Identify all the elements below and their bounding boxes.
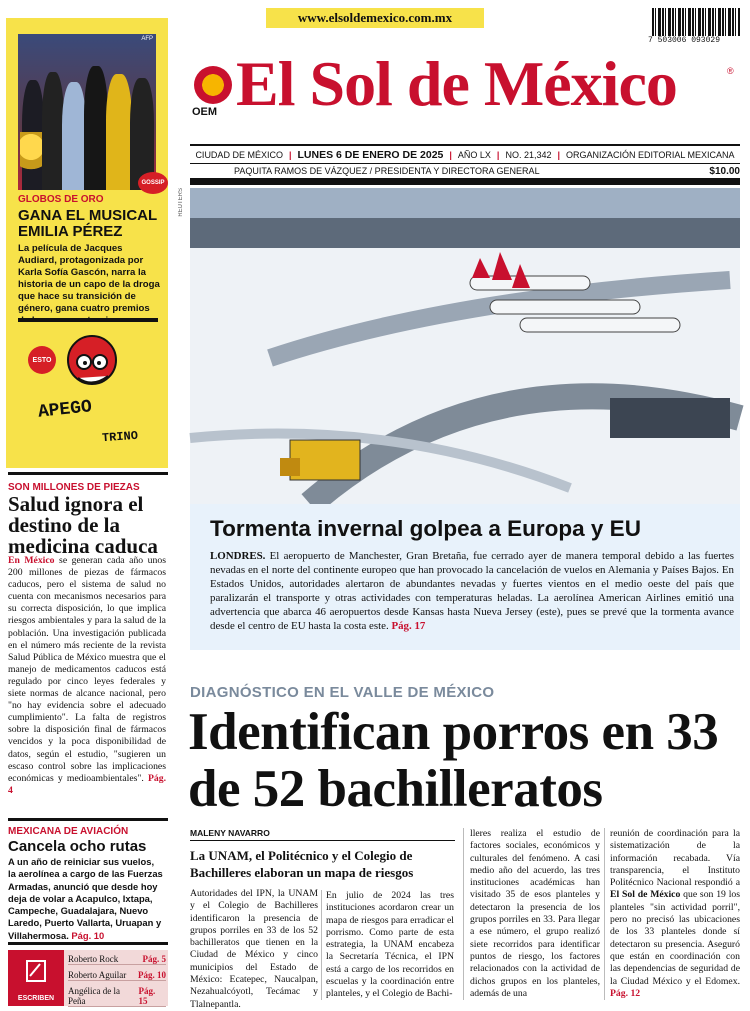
barcode-number: 7 503006 093029 [648,36,721,45]
salud-text: se generan cada año unos 200 millones de piezas de fármacos caducos, pero el sistema de salud no cuenta con mecanismos necesarios para su correcta disposición, lo que implica riesgos ambientales y para la salud de la población. Una investigación publicada en el número más reciente de la revista Salud Pública de México muestra que el manejo de medicamentos caducos está regulado por cinco leyes federales y siete normas de alcance nacional, pero "no hay evidencia sobre el adecuado cumplimiento". La falta de registros sobre la disposición final de fármacos vencidos y la poca disponibilidad de datos, según el estudio, "sugieren un escaso control sobre las implicaciones económicas y medioambientales". [8,555,166,784]
globos-headline[interactable]: GANA EL MUSICAL EMILIA PÉREZ [18,207,157,240]
globos-kicker: GLOBOS DE ORO [18,194,104,205]
globos-de-oro-box[interactable] [6,18,168,468]
golden-globe-trophy-icon [20,132,42,182]
aviacion-kicker: MEXICANA DE AVIACIÓN [8,826,129,837]
director-name: PAQUITA RAMOS DE VÁZQUEZ / PRESIDENTA Y DIRECTORA GENERAL [234,166,540,176]
salud-kicker: SON MILLONES DE PIEZAS [8,482,140,493]
escriben-label: ESCRIBEN [17,995,55,1002]
byline-rule [190,840,455,841]
main-col-4 [610,828,740,1000]
salud-body [8,555,166,797]
comic-artist: TRINO [101,428,139,446]
escriben-badge [8,950,64,1006]
website-url[interactable]: www.elsoldemexico.com.mx [266,8,484,28]
salud-lead: En México [8,555,55,566]
columnist-name: Angélica de la Peña [68,986,120,1006]
columnist-name: Roberto Aguilar [68,970,127,980]
divider [8,472,168,475]
main-col-3: lleres realiza el estudio de factores sociales, económicos y culturales del fenómeno. A casi medio año del acuerdo, las tres instituciones académicas han visitado 35 de esos planteles y detectaron la presencia de los grupos porriles en 33. Para llegar a ese número, el grupo realizó siete recorridos para identificar puntos de riesgo, los factores relacionados con la actividad de dichos grupos en los planteles, además de una [470,828,600,999]
barcode [652,8,740,36]
dateline-date: LUNES 6 DE ENERO DE 2025 [297,148,444,161]
salud-headline[interactable]: Salud ignora el destino de la medicina caduca [8,492,158,558]
comic-character-icon [58,330,128,396]
divider [8,942,168,945]
newspaper-title[interactable]: El Sol de México [236,48,677,119]
main-headline[interactable]: Identifican porros en 33 de 52 bachilleratos [188,703,719,818]
main-kicker: DIAGNÓSTICO EN EL VALLE DE MÉXICO [190,684,495,701]
dateline-org: ORGANIZACIÓN EDITORIAL MEXICANA [566,149,735,160]
salud-page-link[interactable]: Pág. 4 [8,772,167,796]
divider [8,818,168,821]
aviacion-page-link[interactable]: Pág. 10 [71,929,105,941]
column-rule [321,890,322,1000]
dateline-number: NO. 21,342 [505,149,552,160]
oem-sun-logo-icon [194,66,232,104]
columnist-row[interactable] [68,970,166,981]
escriben-box [8,950,168,1006]
globos-body: La película de Jacques Audiard, protagonizada por Karla Sofía Gascón, narra la historia de un capo de la droga que hace su transición de género, gana cuatro premios [18,243,160,314]
col4-text-c: que son 19 los planteles "sin actividad porril", pero no precisó las ubicaciones de los 33 planteles donde sí detectaron su presencia. Aseguró que están en coordinación con las dependencias de seguridad de la Ciudad México y el Edomex. [610,889,741,987]
column-rule [604,828,605,1000]
snow-airport-photo[interactable] [190,188,740,504]
storm-lead: LONDRES. [210,550,266,562]
price: $10.00 [709,166,740,177]
columnist-page[interactable]: Pág. 10 [138,970,166,980]
storm-body [210,550,734,633]
main-subhead: La UNAM, el Politécnico y el Colegio de Bachilleres elaboran un mapa de riesgos [190,848,414,880]
aviacion-body [8,856,164,942]
main-page-link[interactable]: Pág. 12 [610,987,641,999]
registered-mark: ® [727,66,734,76]
storm-story [190,504,740,650]
dateline-city: CIUDAD DE MÉXICO [195,149,283,160]
oem-label: OEM [192,106,218,118]
left-column [6,14,168,1004]
apego-comic[interactable] [18,318,158,458]
masthead-rule [190,178,740,185]
col4-paper-name: El Sol de México [610,889,681,901]
photo-credit: AFP [141,36,153,42]
storm-text: El aeropuerto de Manchester, Gran Bretaña, fue cerrado ayer de manera temporal debido a las fuertes nevadas en el norte del continente europeo que han provocado la cancelación de vuelos en Alemania y Países Bajos. En Estados Unidos, autoridades alertaron de abundantes nevadas y fuertes vientos en el medio oeste del país que paralizarán el transporte y otras actividades con temperaturas heladas. La aerolínea American Airlines emitió una advertencia que abarca 46 aeropuertos desde Kansas hasta Nueva Jersey (este), pues se prevé que la tormenta avance desde el centro de EU hasta la costa este. [210,550,734,632]
airport-scene [190,188,740,504]
columnist-row[interactable] [68,986,166,1007]
column-rule [463,828,464,1000]
col4-text-a: reunión de coordinación para la sistematización de la información recabada. Vía transparencia, el Instituto Politécnico Nacional respondió a [610,828,740,889]
comic-title: APEGO [37,397,93,423]
aviacion-headline[interactable]: Cancela ocho rutas [8,838,147,855]
columnist-name: Roberto Rock [68,954,119,964]
columnist-row[interactable] [68,954,166,965]
main-col-2: En julio de 2024 las tres instituciones acordaron crear un mapa de riesgos para erradicar el porrismo. Como parte de esta estrategia, la UNAM encabeza la Secretaría Técnica, el IPN está a cargo de los recorridos en escuelas y la coordinación entre planteles, y el Colegio de Bachi- [326,890,454,1000]
columnist-page[interactable]: Pág. 5 [142,954,166,964]
dateline: CIUDAD DE MÉXICO | LUNES 6 DE ENERO DE 2025 | AÑO LX | NO. 21,342 | ORGANIZACIÓN EDITORIAL MEXICANA [190,144,740,164]
photo-credit: REUTERS [178,188,184,217]
aviacion-text: A un año de reiniciar sus vuelos, la aerolínea a cargo de las Fuerzas Armadas, anunció que desde hoy deja de volar a Acapulco, Ixtapa, Campeche, Guadalajara, Nuevo Laredo, Puerto Vallarta, Uruapan y Villahermosa. [8,856,163,941]
pen-icon [24,958,48,984]
esto-badge: ESTO [28,346,56,374]
dateline-year: AÑO LX [457,149,491,160]
main-col-1: Autoridades del IPN, la UNAM y el Colegio de Bachilleres identificaron la presencia de grupos porriles en 33 de los 52 bachilleratos que tienen en la Ciudad de México y cinco municipios del Estado de México: Ecatepec, Naucalpan, Nezahualcóyotl, Tecámac y Tlalnepantla. [190,888,318,1010]
columnist-page[interactable]: Pág. 15 [138,986,156,1006]
byline: MALENY NAVARRO [190,828,270,838]
storm-headline[interactable]: Tormenta invernal golpea a Europa y EU [210,516,641,541]
storm-page-link[interactable]: Pág. 17 [391,619,426,632]
gossip-badge: GOSSIP [138,172,168,194]
